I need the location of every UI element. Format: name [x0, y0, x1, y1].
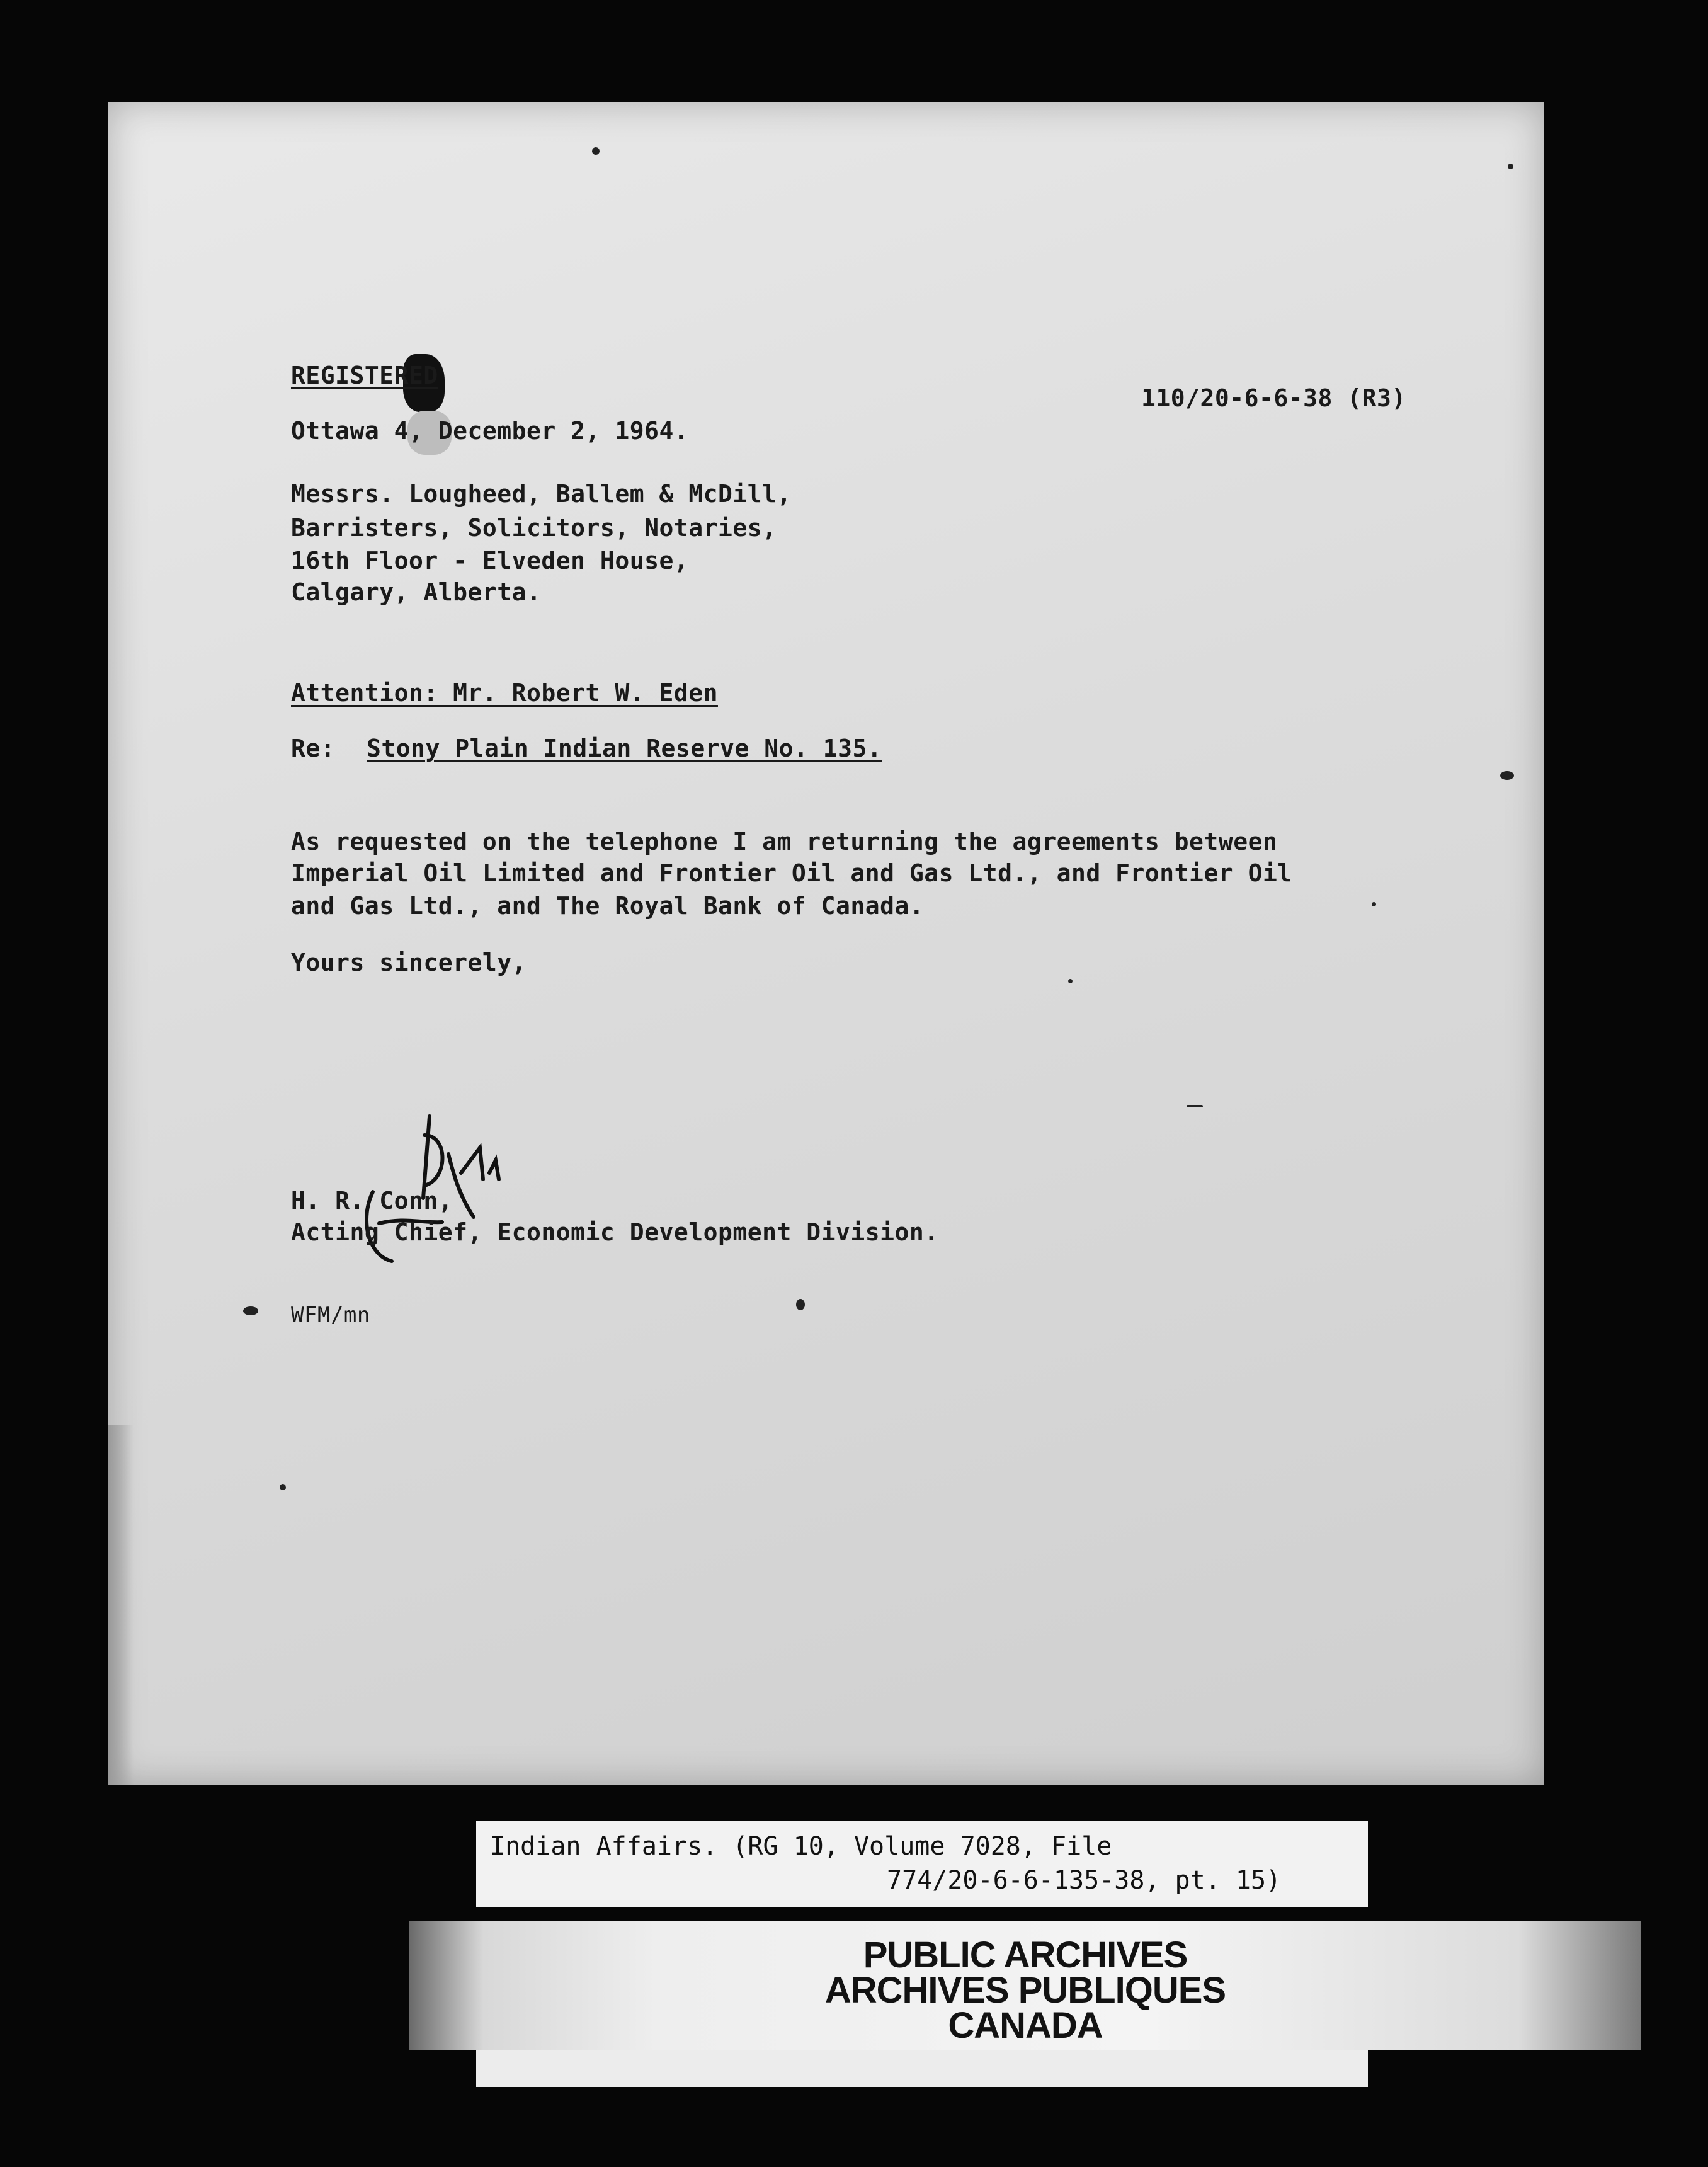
page-edge-shadow	[108, 1425, 134, 1785]
archive-stamp	[409, 1921, 1641, 2050]
registered-heading: REGISTERED	[291, 362, 438, 389]
addressee-line: Calgary, Alberta.	[291, 578, 542, 606]
archive-stamp-line: ARCHIVES PUBLIQUES	[824, 1970, 1226, 2011]
paper-speck	[1187, 1105, 1203, 1107]
signer-name: H. R. Conn,	[291, 1187, 453, 1215]
re-label: Re:	[291, 735, 336, 762]
file-number: 110/20-6-6-38 (R3)	[1141, 384, 1406, 412]
letter-page	[108, 102, 1544, 1785]
paper-speck	[1068, 979, 1073, 983]
re-subject: Stony Plain Indian Reserve No. 135.	[367, 735, 882, 762]
place-date: Ottawa 4, December 2, 1964.	[291, 417, 689, 445]
typist-initials: WFM/mn	[291, 1303, 370, 1328]
closing: Yours sincerely,	[291, 949, 527, 976]
paper-speck	[280, 1484, 286, 1490]
label-bottom-strip	[476, 2050, 1368, 2087]
addressee-line: Barristers, Solicitors, Notaries,	[291, 514, 777, 542]
signer-title: Acting Chief, Economic Development Division.	[291, 1218, 939, 1246]
attention-line: Attention: Mr. Robert W. Eden	[291, 679, 718, 707]
archive-reference-label	[476, 1821, 1368, 1907]
body-line: and Gas Ltd., and The Royal Bank of Canada.	[291, 892, 925, 920]
archive-reference-line: Indian Affairs. (RG 10, Volume 7028, File	[490, 1832, 1112, 1861]
paper-speck	[1500, 771, 1514, 780]
paper-speck	[1372, 902, 1376, 906]
paper-speck	[796, 1299, 805, 1310]
paper-speck	[1508, 164, 1513, 169]
body-line: As requested on the telephone I am returning the agreements between	[291, 828, 1278, 855]
addressee-line: 16th Floor - Elveden House,	[291, 547, 689, 575]
body-line: Imperial Oil Limited and Frontier Oil and Gas Ltd., and Frontier Oil	[291, 859, 1292, 887]
archive-stamp-line: PUBLIC ARCHIVES	[863, 1935, 1188, 1975]
paper-speck	[592, 147, 600, 155]
paper-speck	[243, 1306, 258, 1315]
archive-reference-line: 774/20-6-6-135-38, pt. 15)	[887, 1866, 1282, 1895]
addressee-line: Messrs. Lougheed, Ballem & McDill,	[291, 480, 792, 508]
archive-stamp-line: CANADA	[948, 2005, 1103, 2046]
